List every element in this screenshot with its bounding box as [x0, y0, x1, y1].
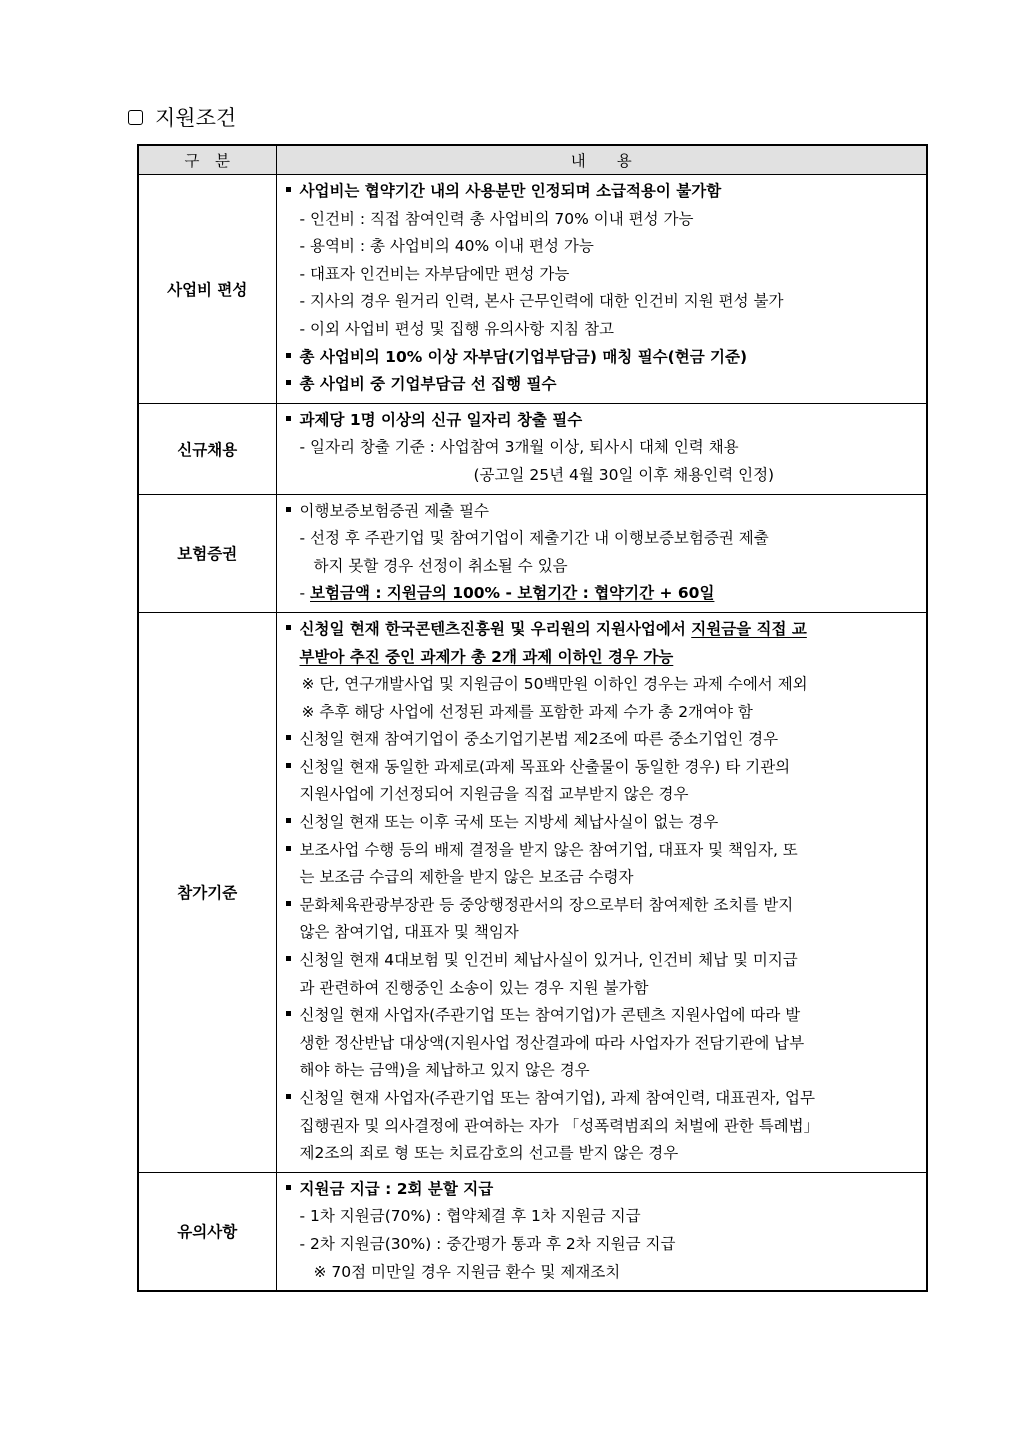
- bullet-square-icon: [286, 380, 291, 385]
- sub-item: - 대표자 인건비는 자부담에만 편성 가능: [299, 264, 570, 283]
- bullet-square-icon: [286, 901, 291, 906]
- bullet-square-icon: [286, 353, 291, 358]
- bullet-square-icon: [286, 1185, 291, 1190]
- bullet-square-icon: [286, 763, 291, 768]
- bullet-item: 신청일 현재 4대보험 및 인건비 체납사실이 있거나, 인건비 체납 및 미지급: [286, 947, 919, 975]
- insurance-terms: 보험금액 : 지원금의 100% - 보험기간 : 협약기간 + 60일: [310, 584, 715, 603]
- bullet-item: 신청일 현재 동일한 과제로(과제 목표와 산출물이 동일한 경우) 타 기관의: [286, 754, 919, 782]
- sub-item-continuation: 하지 못할 경우 선정이 취소될 수 있음: [313, 556, 568, 575]
- bullet-item: 보조사업 수행 등의 배제 결정을 받지 않은 참여기업, 대표자 및 책임자, 또: [286, 837, 919, 865]
- row-category: 유의사항: [138, 1172, 276, 1291]
- note-item: ※ 70점 미만일 경우 지원금 환수 및 제재조치: [313, 1262, 621, 1281]
- bullet-square-icon: [286, 846, 291, 851]
- sub-item: - 보험금액 : 지원금의 100% - 보험기간 : 협약기간 + 60일: [299, 584, 715, 603]
- bullet-continuation: 과 관련하여 진행중인 소송이 있는 경우 지원 불가함: [299, 978, 649, 997]
- bullet-item: 사업비는 협약기간 내의 사용분만 인정되며 소급적용이 불가함: [286, 178, 919, 206]
- row-category: 보험증권: [138, 494, 276, 612]
- header-category: 구 분: [138, 145, 276, 175]
- section-title: 지원조건: [155, 106, 237, 130]
- sub-item: - 선정 후 주관기업 및 참여기업이 제출기간 내 이행보증보험증권 제출: [299, 529, 769, 548]
- bullet-square-icon: [286, 956, 291, 961]
- row-content: [276, 175, 927, 404]
- bullet-square-icon: [286, 1011, 291, 1016]
- bullet-continuation: 않은 참여기업, 대표자 및 책임자: [299, 923, 519, 942]
- bullet-item: 신청일 현재 참여기업이 중소기업기본법 제2조에 따른 중소기업인 경우: [286, 726, 919, 754]
- row-content: [276, 494, 927, 612]
- table-row-eligibility: [138, 612, 927, 1172]
- bullet-continuation: 제2조의 죄로 형 또는 치료감호의 선고를 받지 않은 경우: [299, 1144, 679, 1163]
- bullet-square-icon: [286, 187, 291, 192]
- bullet-square-icon: [286, 1094, 291, 1099]
- bullet-square-icon: [286, 507, 291, 512]
- bullet-square-icon: [286, 416, 291, 421]
- table-row-notes: [138, 1172, 927, 1291]
- bullet-continuation: 생한 정산반납 대상액(지원사업 정산결과에 따라 사업자가 전담기관에 납부: [299, 1033, 805, 1052]
- section-heading: [128, 102, 236, 132]
- note-item: ※ 단, 연구개발사업 및 지원금이 50백만원 이하인 경우는 과제 수에서 제외: [301, 675, 808, 694]
- checkbox-square-icon: [128, 110, 143, 125]
- sub-item: - 일자리 창출 기준 : 사업참여 3개월 이상, 퇴사시 대체 인력 채용: [299, 438, 739, 457]
- bullet-item: 문화체육관광부장관 등 중앙행정관서의 장으로부터 참여제한 조치를 받지: [286, 892, 919, 920]
- table-row-insurance: [138, 494, 927, 612]
- bullet-square-icon: [286, 818, 291, 823]
- sub-item: - 이외 사업비 편성 및 집행 유의사항 지침 참고: [299, 319, 615, 338]
- bullet-continuation: 는 보조금 수급의 제한을 받지 않은 보조금 수령자: [299, 868, 634, 887]
- row-content: [276, 612, 927, 1172]
- bullet-item: 과제당 1명 이상의 신규 일자리 창출 필수: [286, 407, 919, 435]
- sub-item: - 인건비 : 직접 참여인력 총 사업비의 70% 이내 편성 가능: [299, 209, 694, 228]
- row-category: 사업비 편성: [138, 175, 276, 404]
- bullet-continuation: 집행권자 및 의사결정에 관여하는 자가 「성폭력범죄의 처벌에 관한 특례법」: [299, 1116, 820, 1135]
- sub-item-note: (공고일 25년 4월 30일 이후 채용인력 인정): [473, 465, 775, 484]
- sub-item: - 2차 지원금(30%) : 중간평가 통과 후 2차 지원금 지급: [299, 1234, 676, 1253]
- bullet-item: 총 사업비 중 기업부담금 선 집행 필수: [286, 371, 919, 399]
- bullet-item: 신청일 현재 사업자(주관기업 또는 참여기업)가 콘텐츠 지원사업에 따라 발: [286, 1002, 919, 1030]
- sub-item: - 용역비 : 총 사업비의 40% 이내 편성 가능: [299, 237, 594, 256]
- row-category: 신규채용: [138, 403, 276, 494]
- bullet-item: 신청일 현재 또는 이후 국세 또는 지방세 체납사실이 없는 경우: [286, 809, 919, 837]
- table-row-new-hire: [138, 403, 927, 494]
- bullet-continuation: 해야 하는 금액)을 체납하고 있지 않은 경우: [299, 1061, 590, 1080]
- row-content: [276, 1172, 927, 1291]
- row-content: [276, 403, 927, 494]
- sub-item: - 지사의 경우 원거리 인력, 본사 근무인력에 대한 인건비 지원 편성 불가: [299, 292, 784, 311]
- support-conditions-table: [137, 144, 928, 1292]
- bullet-square-icon: [286, 735, 291, 740]
- header-content: 내 용: [276, 145, 927, 175]
- table-row-budget: [138, 175, 927, 404]
- bullet-item: 신청일 현재 한국콘텐츠진흥원 및 우리원의 지원사업에서 지원금을 직접 교: [286, 616, 919, 644]
- bullet-item: 지원금 지급 : 2회 분할 지급: [286, 1176, 919, 1204]
- bullet-item: 총 사업비의 10% 이상 자부담(기업부담금) 매칭 필수(현금 기준): [286, 344, 919, 372]
- row-category: 참가기준: [138, 612, 276, 1172]
- sub-item: - 1차 지원금(70%) : 협약체결 후 1차 지원금 지급: [299, 1207, 641, 1226]
- bullet-continuation: 지원사업에 기선정되어 지원금을 직접 교부받지 않은 경우: [299, 785, 689, 804]
- note-item: ※ 추후 해당 사업에 선정된 과제를 포함한 과제 수가 총 2개여야 함: [301, 702, 753, 721]
- table-header-row: [138, 145, 927, 175]
- bullet-item: 이행보증보험증권 제출 필수: [286, 498, 919, 526]
- bullet-square-icon: [286, 625, 291, 630]
- bullet-continuation: 부받아 추진 중인 과제가 총 2개 과제 이하인 경우 가능: [299, 647, 674, 666]
- bullet-item: 신청일 현재 사업자(주관기업 또는 참여기업), 과제 참여인력, 대표권자, 업무: [286, 1085, 919, 1113]
